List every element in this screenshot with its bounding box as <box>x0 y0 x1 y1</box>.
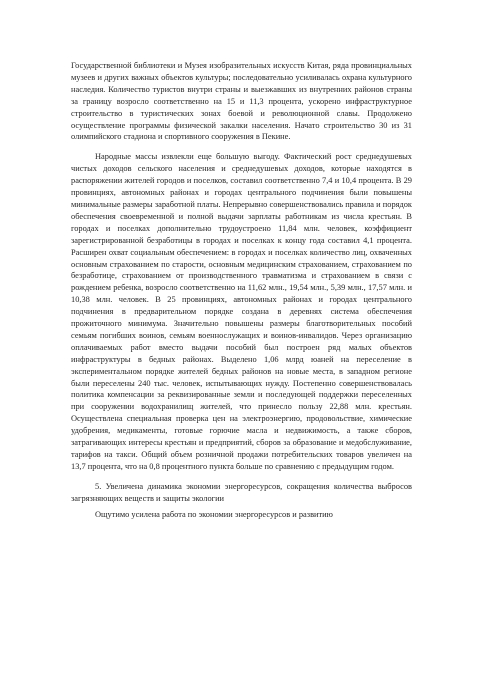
paragraph-energy-saving: Ощутимо усилена работа по экономии энергоресурсов и развитию <box>95 509 333 519</box>
paragraph-people-benefits: Народные массы извлекли еще большую выгоду. Фактический рост среднедушевых чистых доходов сельского населения и среднедушевых доходов, которые находятся в распоряжении жителей городов и поселков, составил соответственно 7,4 и 10,4 процента. В 29 провинциях, автономных районах и городах центрального подчинения были повышены минимальные размеры заработной платы. Непрерывно совершенствовались правила и порядок обеспечения своевременной и полной выдачи зарплаты работникам из числа крестьян. В городах и поселках дополнительно трудоустроено 11,84 млн. человек, коэффициент зарегистрированной безработицы в городах и поселках к концу года составил 4,1 процента. Расширен охват социальным обеспечением: в городах и поселках количество лиц, охваченных основным страхованием по старости, основным медицинским страхованием, страхованием по безработице, страхованием от производственного травматизма и страхованием в связи с рождением ребенка, возросло соответственно на 11,62 млн., 19,54 млн., 5,39 млн., 17,57 млн. и 10,38 млн. человек. В 25 провинциях, автономных районах и городах центрального подчинения в предварительном порядке создана в деревнях система обеспечения прожиточного минимума. Значительно повышены размеры благотворительных пособий семьям погибших воинов, семьям военнослужащих и воинов-инвалидов. Через организацию оплачиваемых работ вместо выдачи пособий был построен ряд малых объектов инфраструктуры в бедных районах. Выделено 1,06 млрд юаней на переселение в экспериментальном порядке жителей бедных районов на новые места, в западном регионе были переселены 240 тыс. человек, испытывающих нужду. Постепенно совершенствовалась политика компенсации за реквизированные земли и последующей поддержки переселенных при сооружении водохранилищ жителей, что принесло пользу 22,88 млн. крестьян. Осуществлена специальная проверка цен на электроэнергию, продовольствие, химические удобрения, медикаменты, готовые горючие масла и недвижимость, а также сборов, затрагивающих интересы крестьян и предприятий, сборов за образование и медобслуживание, тарифов на такси. Общий объем розничной продажи потребительских товаров увеличен на 13,7 процента, что на 0,8 процентного пункта больше по сравнению с предыдущим годом. <box>71 152 412 471</box>
paragraph-culture-tourism-sport: Государственной библиотеки и Музея изобразительных искусств Китая, ряда провинциальных музеев и других важных объектов культуры; последовательно усиливалась охрана культурного наследия. Количество туристов внутри страны и выезжавших из внутренних районов страны за границу возросло соответственно на 15 и 11,3 процента, ускорено инфраструктурное строительство в туристических зонах боевой и революционной славы. Продолжено осуществление программы физической закалки населения. Начато строительство 30 из 31 олимпийского стадиона и спортивного сооружения в Пекине. <box>71 61 412 142</box>
document-body <box>71 60 412 521</box>
section-heading-energy-ecology: 5. Увеличена динамика экономии энергоресурсов, сокращения количества выбросов загрязняющих веществ и защиты экологии <box>71 481 412 503</box>
